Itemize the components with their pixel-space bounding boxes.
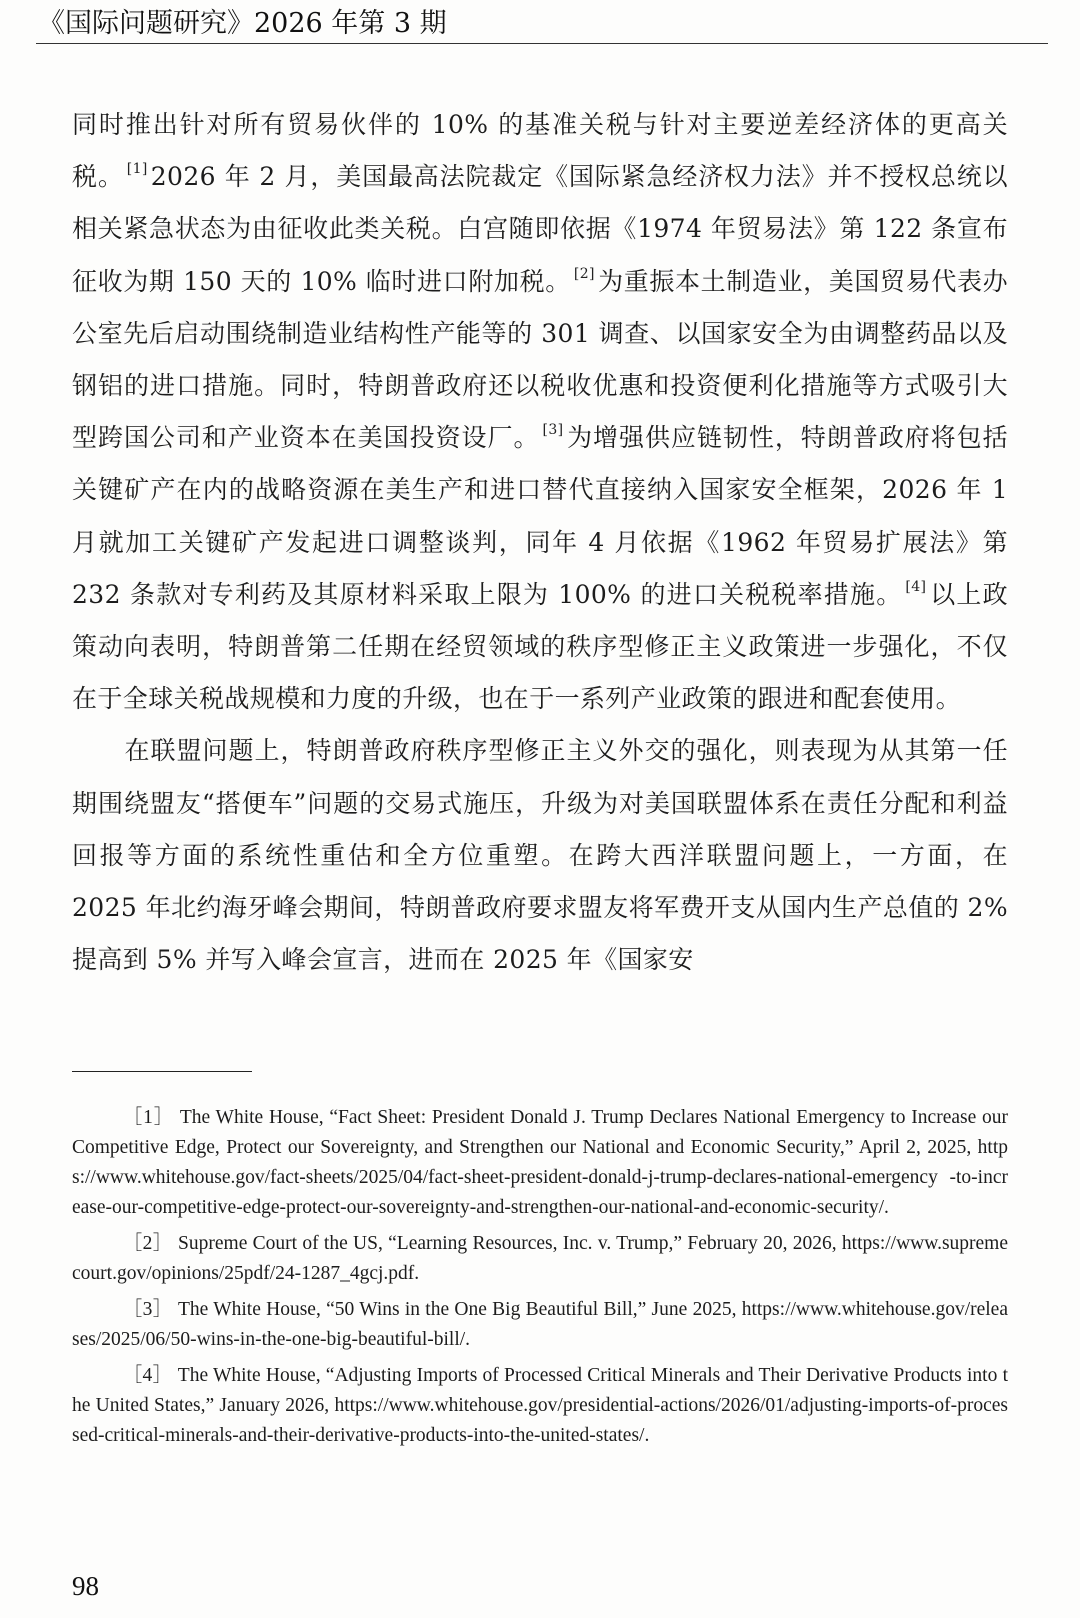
footnote-ref-1[interactable]: [1] [126,161,148,178]
header-divider [36,43,1048,44]
footnote-ref-3[interactable]: [3] [542,422,564,439]
footnote-3-number: ［3］ [122,1299,173,1320]
footnote-2-number: ［2］ [122,1233,173,1254]
footnote-2 [72,1229,1008,1289]
footnote-3 [72,1295,1008,1355]
footnote-3-text: The White House, “50 Wins in the One Big Beautiful Bill,” June 2025, https://www.whitehouse.gov/releases/2025/06/50-wins-in-the-one-big-beautiful-bill/. [72,1299,1008,1350]
footnote-2-text: Supreme Court of the US, “Learning Resources, Inc. v. Trump,” February 20, 2026, https://www.supremecourt.gov/opinions/25pdf/24-1287_4gcj.pdf. [72,1233,1009,1284]
paragraph-1-part-d: 为增强供应链韧性，特朗普政府将包括关键矿产在内的战略资源在美生产和进口替代直接纳入国家安全框架，2026 年 1 月就加工关键矿产发起进口调整谈判，同年 4 月依据《1962 年贸易扩展法》第 232 条款对专利药及其原材料采取上限为 100% 的进口关税税率措施。 [72,423,1008,609]
paragraph-1-part-a: 同时推出针对所有贸易伙伴的 10% 的基准关税与针对主要逆差经济体的更高关税。 [72,110,1008,192]
footnote-1 [72,1103,1008,1223]
footnote-1-number: ［1］ [122,1107,175,1128]
footnote-1-text: The White House, “Fact Sheet: President Donald J. Trump Declares National Emergency to Increase our Competitive Edge, Protect our Sovereignty, and Strengthen our National and Economic Security,” April 2, 2025, https://www.whitehouse.gov/fact-sheets/2025/04/fact-sheet-president-donald-j-trump-declares-national-emergency -to-increase-our-competitive-edge-protect-our-sovereignty-and-strengthen-our-national-and-economic-security/. [72,1107,1009,1218]
paragraph-1-part-e: 以上政策动向表明，特朗普第二任期在经贸领域的秩序型修正主义政策进一步强化，不仅在于全球关税战规模和力度的升级，也在于一系列产业政策的跟进和配套使用。 [72,579,1008,714]
footnote-ref-2[interactable]: [2] [573,265,595,282]
paragraph-1-part-c: 为重振本土制造业，美国贸易代表办公室先后启动围绕制造业结构性产能等的 301 调查、以国家安全为由调整药品以及钢铝的进口措施。同时，特朗普政府还以税收优惠和投资便利化措施等方式吸引大型跨国公司和产业资本在美国投资设厂。 [72,266,1008,453]
running-header: 《国际问题研究》2026 年第 3 期 [38,8,447,39]
footnote-4-text: The White House, “Adjusting Imports of Processed Critical Minerals and Their Derivative Products into the United States,” January 2026, https://www.whitehouse.gov/presidential-actions/2026/01/adjusting-imports-of-processed-critical-minerals-and-their-derivative-products-into-the-united-states/. [72,1365,1008,1446]
footnote-4 [72,1361,1008,1451]
page-number: 98 [72,1571,99,1601]
footnote-divider [72,1071,252,1072]
footnote-4-number: ［4］ [122,1365,173,1386]
footnote-ref-4[interactable]: [4] [905,578,927,595]
footnotes [72,1103,1008,1457]
paragraph-1 [72,99,1008,725]
paragraph-2: 在联盟问题上，特朗普政府秩序型修正主义外交的强化，则表现为从其第一任期围绕盟友“搭便车”问题的交易式施压，升级为对美国联盟体系在责任分配和利益回报等方面的系统性重估和全方位重塑。在跨大西洋联盟问题上，一方面，在 2025 年北约海牙峰会期间，特朗普政府要求盟友将军费开支从国内生产总值的 2% 提高到 5% 并写入峰会宣言，进而在 2025 年《国家安 [72,736,1008,975]
body-text [72,99,1008,986]
paragraph-1-part-b: 2026 年 2 月，美国最高法院裁定《国际紧急经济权力法》并不授权总统以相关紧急状态为由征收此类关税。白宫随即依据《1974 年贸易法》第 122 条宣布征收为期 150 天的 10% 临时进口附加税。 [72,162,1008,296]
